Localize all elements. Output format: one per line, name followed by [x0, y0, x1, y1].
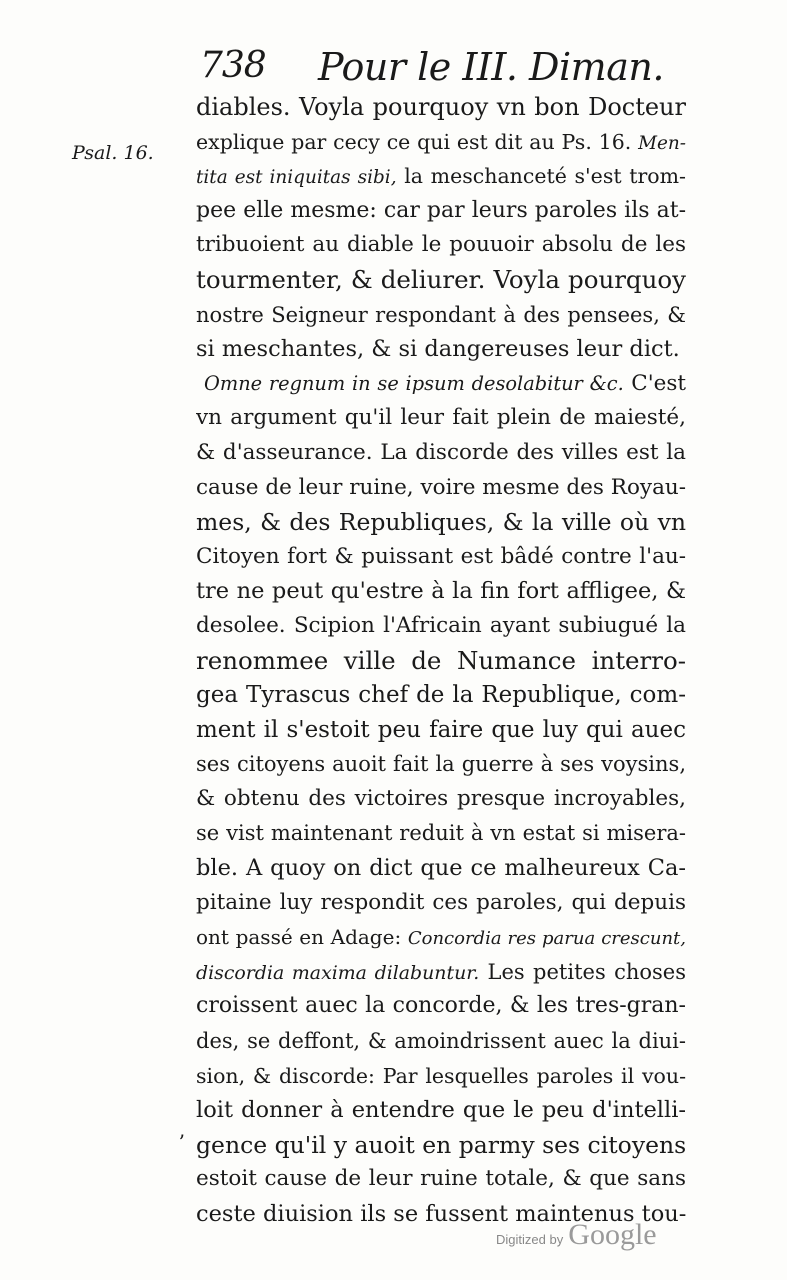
text-line: ceste diuision ils se fussent maintenus tou-: [196, 1201, 686, 1227]
stray-mark: ʼ: [178, 1130, 185, 1154]
text-line: gea Tyrascus chef de la Republique, com-: [196, 682, 686, 709]
text-line: tita est iniquitas sibi, la meschanceté s'est trom-: [196, 164, 686, 189]
text-line: vn argument qu'il leur fait plein de maiesté,: [196, 405, 686, 431]
running-title: Pour le III. Diman.: [318, 45, 664, 89]
text-line: explique par cecy ce qui est dit au Ps. 16. Men-: [196, 129, 686, 154]
text-line: tourmenter, & deliurer. Voyla pourquoy: [196, 264, 686, 294]
text-line: sion, & discorde: Par lesquelles paroles il vou-: [196, 1063, 686, 1088]
text-line: pitaine luy respondit ces paroles, qui depuis: [196, 889, 686, 915]
text-line: estoit cause de leur ruine totale, & que sans: [196, 1166, 686, 1192]
text-line: nostre Seigneur respondant à des pensees, &: [196, 302, 686, 327]
text-line: si meschantes, & si dangereuses leur dict.: [196, 336, 680, 363]
text-line: ment il s'estoit peu faire que luy qui auec: [196, 716, 686, 743]
text-line: Citoyen fort & puissant est bâdé contre l'au-: [196, 543, 686, 569]
text-line: mes, & des Republiques, & la ville où vn: [196, 508, 686, 537]
text-line: tribuoient au diable le pouuoir absolu de les: [196, 232, 686, 258]
text-line: discordia maxima dilabuntur. Les petites choses: [196, 959, 686, 984]
watermark-prefix: Digitized by: [496, 1232, 564, 1247]
text-line: gence qu'il y auoit en parmy ses citoyens: [196, 1130, 686, 1159]
text-line: & d'asseurance. La discorde des villes est la: [196, 439, 686, 465]
text-line: loit donner à entendre que le peu d'intelli-: [196, 1097, 686, 1124]
text-line: pee elle mesme: car par leurs paroles ils at-: [196, 197, 686, 223]
text-line: renommee ville de Numance interro-: [196, 645, 686, 675]
text-line: croissent auec la concorde, & les tres-gran-: [196, 993, 686, 1019]
text-line: ble. A quoy on dict que ce malheureux Ca-: [196, 855, 686, 882]
text-line: Omne regnum in se ipsum desolabitur &c. C'est: [204, 370, 686, 396]
text-line: des, se deffont, & amoindrissent auec la diui-: [196, 1029, 686, 1054]
running-header: [200, 45, 664, 95]
body-text: [196, 90, 686, 1232]
google-watermark: [496, 1218, 657, 1252]
text-line: ont passé en Adage: Concordia res parua crescunt,: [196, 925, 686, 950]
text-line: se vist maintenant reduit à vn estat si misera-: [196, 821, 686, 846]
page-number: 738: [200, 45, 266, 86]
text-line: ses citoyens auoit fait la guerre à ses voysins,: [196, 752, 686, 777]
text-line: tre ne peut qu'estre à la fin fort affligee, &: [196, 578, 686, 605]
text-line: & obtenu des victoires presque incroyables,: [196, 785, 686, 811]
text-line: diables. Voyla pourquoy vn bon Docteur: [196, 93, 686, 121]
text-line: desolee. Scipion l'Africain ayant subiugué la: [196, 612, 686, 638]
margin-note: Psal. 16.: [72, 142, 154, 164]
google-logo: Google: [568, 1218, 657, 1251]
text-line: cause de leur ruine, voire mesme des Royau-: [196, 474, 686, 500]
